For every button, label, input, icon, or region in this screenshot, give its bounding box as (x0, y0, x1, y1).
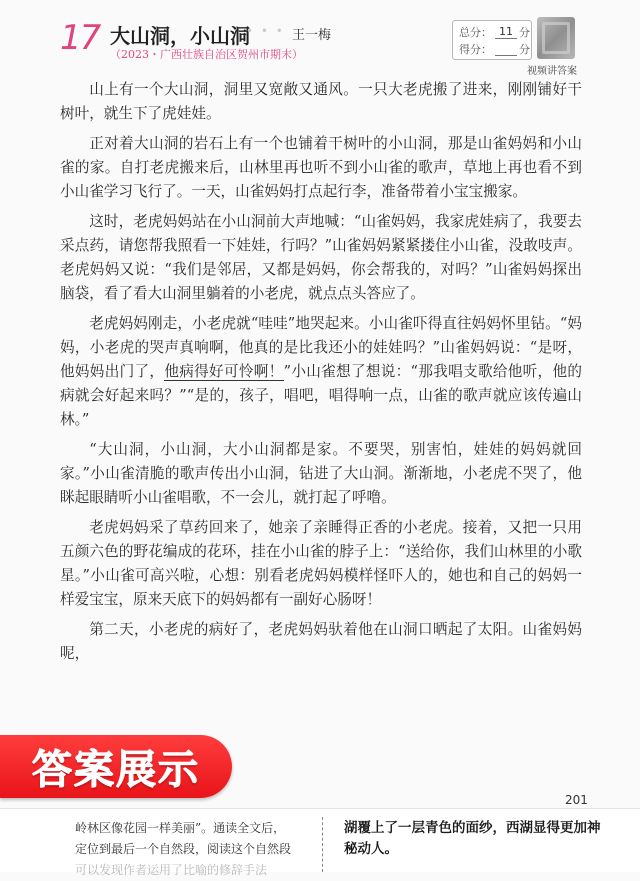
paragraph-4-part-2: ”小山雀想了想说：“那我唱支歌给他听，他的病就会好起来吗？”“是的，孩子，唱吧，唱得响一点，山雀的歌声就应该传遍山林。” (60, 363, 582, 428)
paragraph-7: 第二天，小老虎的病好了，老虎妈妈驮着他在山洞口晒起了太阳。山雀妈妈呢， (60, 621, 582, 662)
answer-left-line-2: 定位到最后一个自然段，阅读这个自然段 (75, 842, 292, 856)
paragraph-4 (60, 312, 582, 432)
total-score-label: 总分： (459, 26, 492, 39)
paragraph-6: 老虎妈妈采了草药回来了，她亲了亲睡得正香的小老虎。接着，又把一只用五颜六色的野花编成的花环，挂在小山雀的脖子上：“送给你，我们山林里的小歌星。”小山雀可高兴啦，心想：别看老虎妈妈模样怪吓人的，她也和自己的妈妈一样爱宝宝，原来天底下的妈妈都有一副好心肠呀！ (60, 519, 582, 608)
total-score-value: 11 (495, 25, 517, 39)
page-header (0, 0, 640, 78)
video-answer-label[interactable]: 视频讲答案 (527, 66, 577, 77)
underlined-sentence: 他病得好可怜啊！ (164, 363, 284, 380)
earned-score-label: 得分： (459, 43, 492, 56)
exam-source: （2023・广西壮族自治区贺州市期末） (110, 48, 303, 61)
answer-right-line-1: 湖覆上了一层青色的面纱，西湖显得更加神 (344, 820, 601, 836)
earned-score-unit: 分 (519, 43, 530, 56)
answer-panel (0, 808, 640, 877)
banner-label: 答案展示 (32, 747, 200, 793)
author-name: 王一梅 (292, 28, 332, 43)
earned-score-field[interactable] (495, 42, 517, 56)
column-divider (322, 817, 323, 872)
answer-left-column (75, 818, 315, 881)
answer-display-banner[interactable] (0, 735, 232, 798)
score-box (452, 20, 532, 60)
story-title: 大山洞，小山洞 (110, 24, 250, 48)
title-dots: • • • (246, 24, 285, 38)
paragraph-1: 山上有一个大山洞，洞里又宽敞又通风。一只大老虎搬了进来，刚刚铺好干树叶，就生下了虎娃娃。 (60, 81, 582, 122)
paragraph-2: 正对着大山洞的岩石上有一个也铺着干树叶的小山洞，那是山雀妈妈和小山雀的家。自打老虎搬来后，山林里再也听不到小山雀的歌声，草地上再也看不到小山雀学习飞行了。一天，山雀妈妈打点起行李，准备带着小宝宝搬家。 (60, 135, 582, 200)
lesson-number: 17 (60, 18, 100, 58)
story-text (60, 78, 582, 672)
paragraph-3: 这时，老虎妈妈站在小山洞前大声地喊：“山雀妈妈，我家虎娃病了，我要去采点药，请您帮我照看一下娃娃，行吗？”山雀妈妈紧紧搂住小山雀，没敢吱声。老虎妈妈又说：“我们是邻居，又都是妈妈，你会帮我的，对吗？”山雀妈妈探出脑袋，看了看大山洞里躺着的小老虎，就点点头答应了。 (60, 213, 582, 302)
total-score-unit: 分 (519, 26, 530, 39)
paragraph-4-part-1: 老虎妈妈刚走，小老虎就“哇哇”地哭起来。小山雀吓得直往妈妈怀里钻。“妈妈，小老虎的哭声真响啊，他真的是比我还小的娃娃吗？”山雀妈妈说：“是呀，他妈妈出门了， (60, 315, 582, 380)
answer-left-line-1: 岭林区像花园一样美丽”。通读全文后， (75, 821, 286, 835)
paragraph-5: “大山洞，小山洞，大小山洞都是家。不要哭，别害怕，娃娃的妈妈就回家。”小山雀清脆的歌声传出小山洞，钻进了大山洞。渐渐地，小老虎不哭了，他眯起眼睛听小山雀唱歌，不一会儿，就打起了呼噜。 (60, 441, 582, 506)
total-score-row (459, 24, 530, 40)
page-number: 201 (565, 793, 588, 807)
answer-right-line-2: 秘动人。 (344, 841, 398, 857)
earned-score-row (459, 41, 530, 57)
answer-left-line-3: 可以发现作者运用了比喻的修辞手法 (75, 863, 268, 877)
answer-right-column (344, 818, 634, 860)
qr-code-icon[interactable] (537, 17, 575, 59)
